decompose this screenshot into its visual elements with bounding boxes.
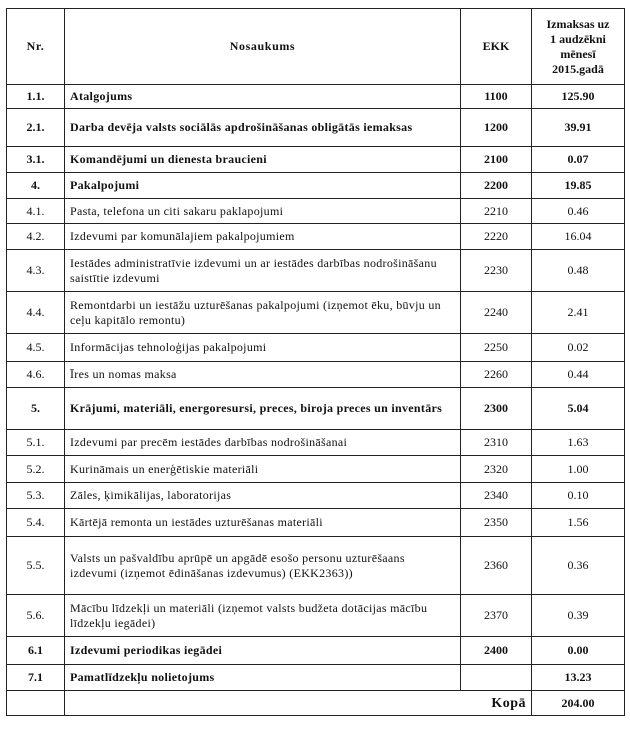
row-name: Iestādes administratīvie izdevumi un ar iestādes darbības nodrošināšanu saistītie izdevumi: [65, 250, 461, 292]
row-name: Pasta, telefona un citi sakaru paklapojumi: [65, 199, 461, 224]
row-nr: 4.5.: [7, 334, 65, 362]
row-nr: 4.2.: [7, 224, 65, 250]
row-name: Īres un nomas maksa: [65, 362, 461, 388]
row-value: 0.10: [532, 483, 625, 509]
header-nr: Nr.: [7, 9, 65, 85]
row-nr: 4.1.: [7, 199, 65, 224]
table-row: [7, 509, 625, 537]
table-row: [7, 595, 625, 637]
row-name: Darba devēja valsts sociālās apdrošināšanas obligātās iemaksas: [65, 109, 461, 147]
row-name: Atalgojums: [65, 85, 461, 109]
table-row: [7, 430, 625, 456]
table-row: [7, 173, 625, 199]
row-ekk: 2230: [461, 250, 532, 292]
row-name: Mācību līdzekļi un materiāli (izņemot valsts budžeta dotācijas mācību līdzekļu iegādei): [65, 595, 461, 637]
total-label: Kopā: [65, 691, 532, 716]
table-row: [7, 250, 625, 292]
row-nr: 5.2.: [7, 456, 65, 483]
table-row: [7, 147, 625, 173]
row-value: 2.41: [532, 292, 625, 334]
row-ekk: 2310: [461, 430, 532, 456]
row-ekk: 2200: [461, 173, 532, 199]
cost-table: [6, 8, 625, 716]
table-row: [7, 109, 625, 147]
row-ekk: 2350: [461, 509, 532, 537]
row-name: Informācijas tehnoloģijas pakalpojumi: [65, 334, 461, 362]
header-cost-line2: 1 audzēkni: [550, 31, 606, 46]
row-value: 0.00: [532, 637, 625, 665]
table-row: [7, 85, 625, 109]
row-ekk: 2360: [461, 537, 532, 595]
row-value: 0.48: [532, 250, 625, 292]
row-name: Kurināmais un enerģētiskie materiāli: [65, 456, 461, 483]
row-nr: 4.6.: [7, 362, 65, 388]
row-nr: 5.1.: [7, 430, 65, 456]
header-cost-line4: 2015.gadā: [552, 61, 604, 76]
row-value: 0.46: [532, 199, 625, 224]
row-name: Komandējumi un dienesta braucieni: [65, 147, 461, 173]
row-name: Zāles, ķimikālijas, laboratorijas: [65, 483, 461, 509]
row-nr: 7.1: [7, 665, 65, 691]
row-name: Remontdarbi un iestāžu uzturēšanas pakalpojumi (izņemot ēku, būvju un ceļu kapitālo remontu): [65, 292, 461, 334]
table-row: [7, 362, 625, 388]
header-row: [7, 9, 625, 85]
row-name: Izdevumi par precēm iestādes darbības nodrošināšanai: [65, 430, 461, 456]
row-nr: 5.: [7, 388, 65, 430]
total-row: [7, 691, 625, 716]
table-row: [7, 224, 625, 250]
row-ekk: 2340: [461, 483, 532, 509]
row-nr: 6.1: [7, 637, 65, 665]
row-name: Pamatlīdzekļu nolietojums: [65, 665, 461, 691]
table-row: [7, 292, 625, 334]
row-name: Krājumi, materiāli, energoresursi, preces, biroja preces un inventārs: [65, 388, 461, 430]
row-nr: 2.1.: [7, 109, 65, 147]
row-value: 19.85: [532, 173, 625, 199]
row-nr: 3.1.: [7, 147, 65, 173]
row-value: 0.02: [532, 334, 625, 362]
row-value: 1.00: [532, 456, 625, 483]
row-nr: 5.3.: [7, 483, 65, 509]
row-name: Izdevumi periodikas iegādei: [65, 637, 461, 665]
row-value: 125.90: [532, 85, 625, 109]
row-value: 0.39: [532, 595, 625, 637]
row-value: 0.36: [532, 537, 625, 595]
table-row: [7, 456, 625, 483]
row-nr: 4.: [7, 173, 65, 199]
table-row: [7, 483, 625, 509]
row-ekk: [461, 665, 532, 691]
row-value: 16.04: [532, 224, 625, 250]
row-ekk: 1200: [461, 109, 532, 147]
row-ekk: 2300: [461, 388, 532, 430]
header-name: Nosaukums: [65, 9, 461, 85]
header-cost: [532, 9, 625, 85]
row-nr: 5.6.: [7, 595, 65, 637]
row-ekk: 2250: [461, 334, 532, 362]
row-ekk: 2220: [461, 224, 532, 250]
total-empty-nr: [7, 691, 65, 716]
table-row: [7, 537, 625, 595]
row-ekk: 2400: [461, 637, 532, 665]
row-ekk: 2240: [461, 292, 532, 334]
row-ekk: 1100: [461, 85, 532, 109]
row-name: Pakalpojumi: [65, 173, 461, 199]
row-nr: 5.5.: [7, 537, 65, 595]
row-ekk: 2100: [461, 147, 532, 173]
row-ekk: 2210: [461, 199, 532, 224]
table-row: [7, 388, 625, 430]
row-ekk: 2260: [461, 362, 532, 388]
row-value: 1.63: [532, 430, 625, 456]
table-row: [7, 665, 625, 691]
row-ekk: 2370: [461, 595, 532, 637]
row-nr: 1.1.: [7, 85, 65, 109]
table-row: [7, 637, 625, 665]
total-value: 204.00: [532, 691, 625, 716]
row-nr: 4.4.: [7, 292, 65, 334]
header-cost-line3: mēnesī: [560, 46, 596, 61]
row-value: 0.44: [532, 362, 625, 388]
row-ekk: 2320: [461, 456, 532, 483]
header-cost-line1: Izmaksas uz: [546, 16, 610, 31]
row-value: 5.04: [532, 388, 625, 430]
row-nr: 5.4.: [7, 509, 65, 537]
table-row: [7, 199, 625, 224]
row-name: Valsts un pašvaldību aprūpē un apgādē esošo personu uzturēšaans izdevumi (izņemot ēdināšanas izdevumus) (EKK2363)): [65, 537, 461, 595]
header-ekk: EKK: [461, 9, 532, 85]
row-name: Izdevumi par komunālajiem pakalpojumiem: [65, 224, 461, 250]
row-name: Kārtējā remonta un iestādes uzturēšanas materiāli: [65, 509, 461, 537]
row-value: 39.91: [532, 109, 625, 147]
table-row: [7, 334, 625, 362]
row-value: 0.07: [532, 147, 625, 173]
row-value: 13.23: [532, 665, 625, 691]
row-value: 1.56: [532, 509, 625, 537]
row-nr: 4.3.: [7, 250, 65, 292]
